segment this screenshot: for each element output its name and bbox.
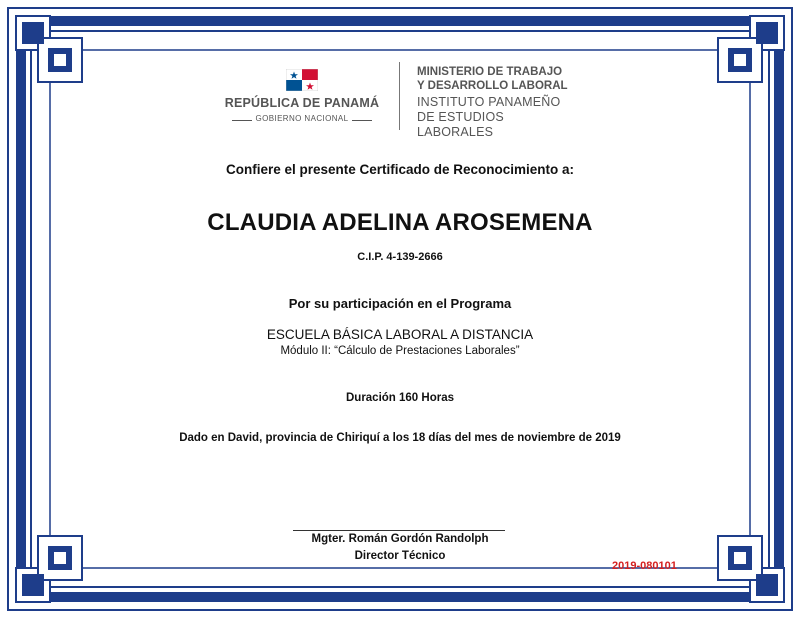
signatory-name: Mgter. Román Gordón Randolph	[311, 533, 489, 545]
government-label	[232, 114, 372, 128]
issue-statement: Dado en David, provincia de Chiriquí a los 18 días del mes de noviembre de 2019	[179, 432, 621, 444]
header-logo	[222, 62, 582, 139]
panama-flag-icon	[286, 69, 318, 91]
institute-line-1: INSTITUTO PANAMEÑO	[417, 95, 561, 109]
participation-text: Por su participación en el Programa	[288, 296, 512, 311]
recipient-name: CLAUDIA ADELINA AROSEMENA	[207, 209, 593, 236]
recipient-id: C.I.P. 4-139-2666	[357, 251, 443, 263]
republic-name: REPÚBLICA DE PANAMÁ	[224, 96, 380, 110]
ministry-line-1: MINISTERIO DE TRABAJO	[417, 66, 563, 78]
government-name: GOBIERNO NACIONAL	[255, 114, 349, 123]
program-name: ESCUELA BÁSICA LABORAL A DISTANCIA	[266, 327, 534, 342]
ministry-line-2: Y DESARROLLO LABORAL	[417, 80, 568, 92]
signature-line	[293, 530, 505, 531]
header-divider	[399, 62, 400, 130]
course-duration: Duración 160 Horas	[345, 392, 454, 404]
certificate-number: 2019-080101	[612, 560, 677, 572]
certificate-intro: Confiere el presente Certificado de Reconocimiento a:	[225, 162, 575, 177]
signatory-title: Director Técnico	[354, 550, 446, 562]
module-name: Módulo II: “Cálculo de Prestaciones Laborales”	[280, 345, 520, 357]
ministry-name	[417, 65, 568, 93]
institute-line-2: DE ESTUDIOS LABORALES	[417, 110, 504, 139]
institute-name	[417, 95, 582, 140]
